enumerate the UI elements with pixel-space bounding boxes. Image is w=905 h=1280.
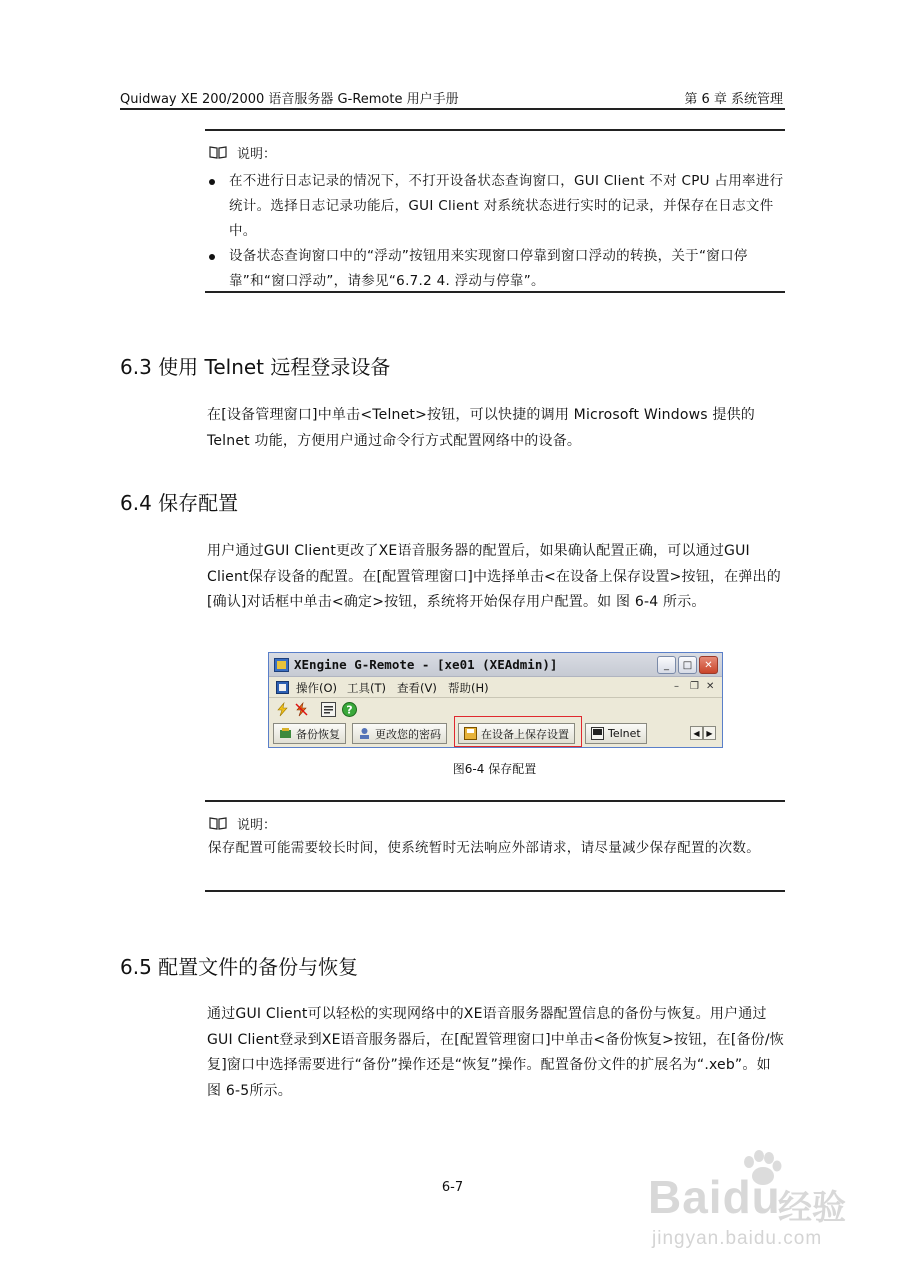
note-label: 说明： (237, 147, 277, 162)
note-label: 说明： (237, 818, 277, 833)
page-number: 6-7 (441, 1180, 464, 1195)
watermark-brand: Baidu (648, 1171, 781, 1223)
menu-app-icon (276, 681, 289, 694)
window-titlebar (269, 653, 722, 677)
change-password-button[interactable] (352, 723, 447, 744)
menu-view[interactable]: 查看(V) (397, 681, 437, 695)
svg-text:?: ? (346, 703, 353, 717)
mdi-restore-icon[interactable]: ❐ (690, 681, 699, 692)
menu-operate[interactable]: 操作(O) (296, 681, 338, 695)
telnet-label: Telnet (608, 727, 641, 740)
maximize-icon[interactable]: □ (678, 656, 697, 674)
toolbar-scroll (690, 726, 716, 740)
note-body: 保存配置可能需要较长时间，使系统暂时无法响应外部请求，请尽量减少保存配置的次数。 (208, 840, 760, 856)
save-config-label: 在设备上保存设置 (481, 727, 569, 741)
help-icon[interactable] (342, 702, 357, 717)
header-title: Quidway XE 200/2000 语音服务器 G-Remote 用户手册 (120, 92, 459, 107)
section-body-6-5: 通过GUI Client可以轻松的实现网络中的XE语音服务器配置信息的备份与恢复。用户通过GUI Client登录到XE语音服务器后，在[配置管理窗口]中单击<备份恢复>按钮，在[备份/恢复]窗口中选择需要进行“备份”操作还是“恢复”操作。配置备份文件的扩展名为“.xeb”。如 图 6-5所示。 (207, 1006, 785, 1099)
menu-tools[interactable]: 工具(T) (347, 681, 386, 695)
note-body (205, 169, 785, 294)
menu-help[interactable]: 帮助(H) (448, 681, 489, 695)
section-title-6-3: 6.3 使用 Telnet 远程登录设备 (120, 355, 391, 379)
note-bullet: 设备状态查询窗口中的“浮动”按钮用来实现窗口停靠到窗口浮动的转换，关于“窗口停靠”和“窗口浮动”，请参见“6.7.2 4. 浮动与停靠”。 (205, 244, 785, 294)
highlight-box (454, 716, 582, 747)
backup-restore-button[interactable] (273, 723, 346, 744)
minimize-icon[interactable]: _ (657, 656, 676, 674)
header-chapter: 第 6 章 系统管理 (684, 92, 783, 107)
mdi-minimize-icon[interactable]: – (674, 681, 679, 692)
view-icon[interactable] (321, 702, 336, 717)
note-bullet: 在不进行日志记录的情况下，不打开设备状态查询窗口，GUI Client 不对 CPU 占用率进行统计。选择日志记录功能后，GUI Client 对系统状态进行实时的记录，并保存在日志文件中。 (205, 169, 785, 244)
note-box-1 (205, 129, 785, 293)
app-window-screenshot (268, 652, 723, 748)
watermark-cn: 经验 (778, 1188, 846, 1228)
note-header (209, 143, 276, 162)
backup-icon (279, 727, 292, 740)
backup-restore-label: 备份恢复 (296, 727, 340, 741)
scroll-left-icon[interactable]: ◀ (690, 726, 703, 740)
menu-bar (269, 678, 722, 698)
section-body-6-3: 在[设备管理窗口]中单击<Telnet>按钮，可以快捷的调用 Microsoft Windows 提供的 Telnet 功能，方便用户通过命令行方式配置网络中的设备。 (207, 407, 755, 449)
terminal-icon (591, 727, 604, 740)
password-icon (358, 727, 371, 740)
figure-caption: 图6-4 保存配置 (452, 762, 537, 776)
window-title: XEngine G-Remote - [xe01 (XEAdmin)] (294, 657, 558, 672)
note-box-2 (205, 800, 785, 892)
book-icon (209, 817, 227, 830)
telnet-button[interactable] (585, 723, 647, 744)
baidu-watermark (640, 1150, 870, 1260)
watermark-url: jingyan.baidu.com (652, 1228, 823, 1249)
scroll-right-icon[interactable]: ▶ (703, 726, 716, 740)
connect-icon[interactable] (275, 702, 290, 717)
note-header (209, 814, 276, 833)
disconnect-icon[interactable] (294, 702, 309, 717)
book-icon (209, 146, 227, 159)
header-divider (120, 108, 785, 110)
close-icon[interactable]: ✕ (699, 656, 718, 674)
change-password-label: 更改您的密码 (375, 727, 441, 741)
mdi-close-icon[interactable]: ✕ (706, 681, 715, 692)
section-title-6-4: 6.4 保存配置 (120, 491, 239, 515)
section-body-6-4: 用户通过GUI Client更改了XE语音服务器的配置后，如果确认配置正确，可以通过GUI Client保存设备的配置。在[配置管理窗口]中选择单击<在设备上保存设置>按钮，在弹出的[确认]对话框中单击<确定>按钮，系统将开始保存用户配置。如 图 6-4 所示。 (207, 543, 781, 610)
section-title-6-5: 6.5 配置文件的备份与恢复 (120, 955, 359, 979)
app-icon (274, 658, 289, 672)
